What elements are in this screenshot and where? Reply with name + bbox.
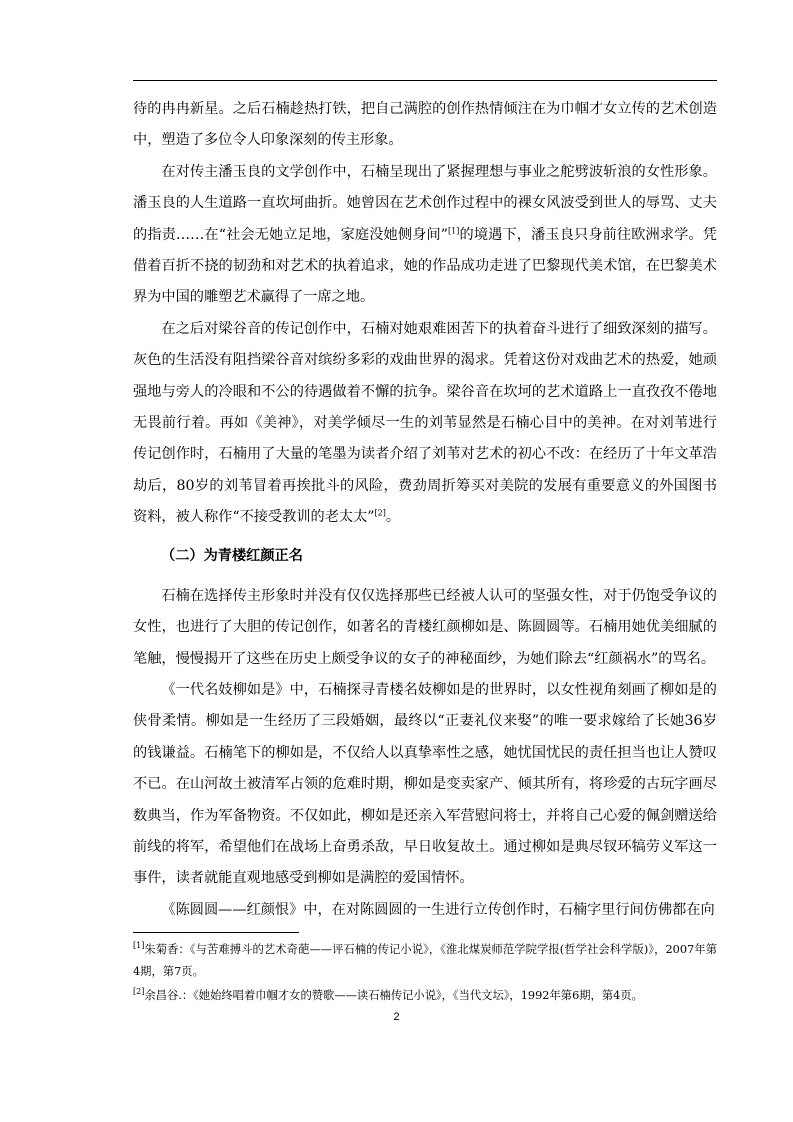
paragraph-4: 石楠在选择传主形象时并没有仅仅选择那些已经被人认可的坚强女性，对于仍饱受争议的女性，也进行了大胆的传记创作，如著名的青楼红颜柳如是、陈圆圆等。石楠用她优美细腻的笔触，慢慢揭开了这些在历史上颇受争议的女子的神秘面纱，为她们除去“红颜祸水”的骂名。 [133, 587, 717, 667]
paragraph-3-part-a: 在之后对梁谷音的传记创作中，石楠对她艰难困苦下的执着奋斗进行了细致深刻的描写。灰色的生活没有阻挡梁谷音对缤纷多彩的戏曲世界的渴求。凭着这份对戏曲艺术的热爱，她顽强地与旁人的冷眼和不公的待遇做着不懈的抗争。梁谷音在坎坷的艺术道路上一直孜孜不倦地无畏前行着。再如《美神》，对美学倾尽一生的刘苇显然是石楠心目中的美神。在对刘苇进行传记创作时，石楠用了大量的笔墨为读者介绍了刘苇对艺术的初心不改：在经历了十年文革浩劫后，80岁的刘苇冒着再挨批斗的风险，费劲周折筹买对美院的发展有重要意义的外国图书资料，被人称作“不接受教训的老太太” [133, 320, 717, 526]
paragraph-6: 《陈圆圆——红颜恨》中，在对陈圆圆的一生进行立传创作时，石楠字里行间仿佛都在向 [161, 901, 715, 918]
page-number: 2 [393, 1011, 400, 1023]
citation-1: [1] [448, 225, 460, 235]
footnote-1-text: 朱菊香：《与苦难搏斗的艺术奇葩——评石楠的传记小说》，《淮北煤炭师范学院学报(哲学社会科学版)》，2007年第4期，第7页。 [133, 943, 717, 978]
footnote-1 [133, 939, 717, 982]
citation-2: [2] [374, 508, 386, 518]
paragraph-2 [133, 157, 717, 314]
body-text [133, 94, 717, 926]
section-heading: （二）为青楼红颜正名 [161, 547, 303, 564]
footnote-2 [133, 985, 717, 1007]
footnotes [133, 939, 717, 1007]
header-rule [133, 80, 717, 81]
footnote-1-mark: [1] [133, 941, 145, 951]
paragraph-5: 《一代名妓柳如是》中，石楠探寻青楼名妓柳如是的世界时，以女性视角刻画了柳如是的侠骨柔情。柳如是一生经历了三段婚姻，最终以“正妻礼仪来娶”的唯一要求嫁给了长她36岁的钱谦益。石楠笔下的柳如是，不仅给人以真挚率性之感，她忧国忧民的责任担当也让人赞叹不已。在山河故土被清军占领的危难时期，柳如是变卖家产、倾其所有，将珍爱的古玩字画尽数典当，作为军备物资。不仅如此，柳如是还亲入军营慰问将士，并将自己心爱的佩剑赠送给前线的将军，希望他们在战场上奋勇杀敌，早日收复故土。通过柳如是典尽钗环犒劳义军这一事件，读者就能直观地感受到柳如是满腔的爱国情怀。 [133, 681, 717, 887]
paragraph-1: 待的冉冉新星。之后石楠趁热打铁，把自己满腔的创作热情倾注在为巾帼才女立传的艺术创造中，塑造了多位令人印象深刻的传主形象。 [133, 101, 717, 149]
footnote-separator [133, 932, 299, 933]
footnote-2-mark: [2] [133, 987, 145, 997]
paragraph-3 [133, 314, 717, 534]
paragraph-2-part-a: 在对传主潘玉良的文学创作中，石楠呈现出了紧握理想与事业之舵劈波斩浪的女性形象。潘玉良的人生道路一直坎坷曲折。她曾因在艺术创作过程中的裸女风波受到世人的辱骂、丈夫的指责……在“社会无她立足地，家庭没她侧身间” [133, 163, 717, 243]
footnote-2-text: 余昌谷.：《她始终唱着巾帼才女的赞歌——读石楠传记小说》，《当代文坛》，1992年第6期，第4页。 [144, 989, 643, 1002]
paragraph-3-part-b: 。 [385, 509, 401, 526]
paragraph-2-part-b: 的境遇下，潘玉良只身前往欧洲求学。凭借着百折不挠的韧劲和对艺术的执着追求，她的作品成功走进了巴黎现代美术馆，在巴黎美术界为中国的雕塑艺术赢得了一席之地。 [133, 226, 717, 306]
